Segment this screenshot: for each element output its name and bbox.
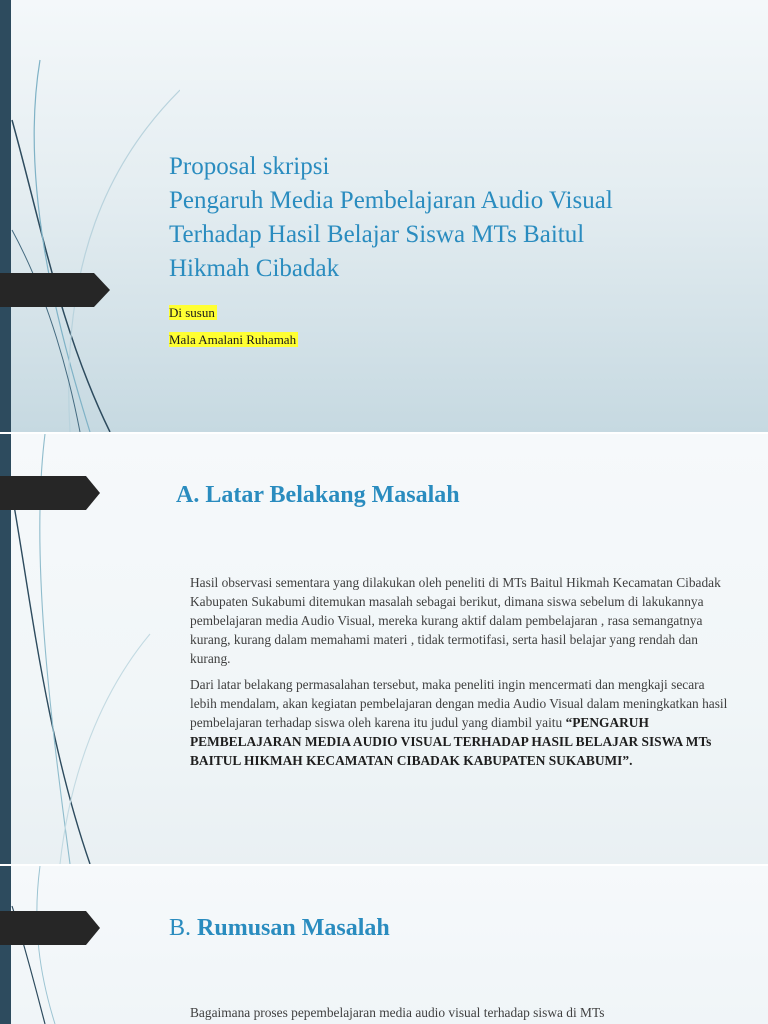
bullet-list (170, 573, 730, 777)
title-line-1: Proposal skripsi (169, 153, 330, 180)
list-item (170, 675, 730, 770)
heading-prefix: B. (169, 915, 198, 941)
presentation-title (169, 150, 729, 286)
heading-text: A. Latar Belakang Masalah (176, 482, 460, 508)
bullet-icon (170, 675, 179, 694)
section-heading (176, 480, 460, 510)
bullet-text: Dari latar belakang permasalahan tersebut, maka peneliti ingin mencermati dan mengkaji secara lebih mendalam, akan kegiatan pembelajaran dengan media Audio Visual dalam meningkatkan hasil pembelajaran terhadap siswa oleh karena itu judul yang diambil yaitu (190, 677, 728, 730)
arrow-tab-icon (0, 476, 110, 510)
bullet-icon (170, 1003, 179, 1022)
heading-text: Rumusan Masalah (197, 915, 390, 941)
section-heading (169, 913, 390, 943)
bullet-list (170, 1003, 730, 1024)
subtitle-prepared-by: Di susun (169, 305, 215, 320)
title-line-4: Hikmah Cibadak (169, 255, 340, 282)
arrow-tab-icon (0, 911, 110, 945)
bullet-text: Bagaimana proses pepembelajaran media audio visual terhadap siswa di MTs (190, 1005, 605, 1020)
title-line-3: Terhadap Hasil Belajar Siswa MTs Baitul (169, 221, 585, 248)
decorative-curves (0, 866, 120, 1024)
title-line-2: Pengaruh Media Pembelajaran Audio Visual (169, 187, 613, 214)
left-edge-bar (0, 866, 11, 1024)
list-item (170, 1003, 730, 1022)
research-title-bold: “PENGARUH PEMBELAJARAN MEDIA AUDIO VISUAL TERHADAP HASIL BELAJAR SISWA MTs BAITUL HIKMAH KECAMATAN CIBADAK KABUPATEN SUKABUMI”. (190, 715, 712, 768)
list-item (170, 573, 730, 668)
arrow-tab-icon (0, 273, 110, 307)
bullet-text: Hasil observasi sementara yang dilakukan oleh peneliti di MTs Baitul Hikmah Kecamatan Cibadak Kabupaten Sukabumi ditemukan masalah sebagai berikut, dimana siswa sebelum di lakukannya pembelajaran media Audio Visual, mereka kurang aktif dalam pembelajaran , rasa semangatnya kurang, kurang dalam memahami materi , tidak termotifasi, serta hasil belajar yang rendah dan kurang. (190, 575, 721, 666)
left-edge-bar (0, 0, 11, 432)
decorative-curves (0, 0, 180, 432)
slide-background (0, 866, 768, 1024)
author-name: Mala Amalani Ruhamah (169, 332, 297, 347)
slide-background (0, 434, 768, 864)
slide-title (0, 0, 768, 432)
bullet-icon (170, 573, 179, 592)
